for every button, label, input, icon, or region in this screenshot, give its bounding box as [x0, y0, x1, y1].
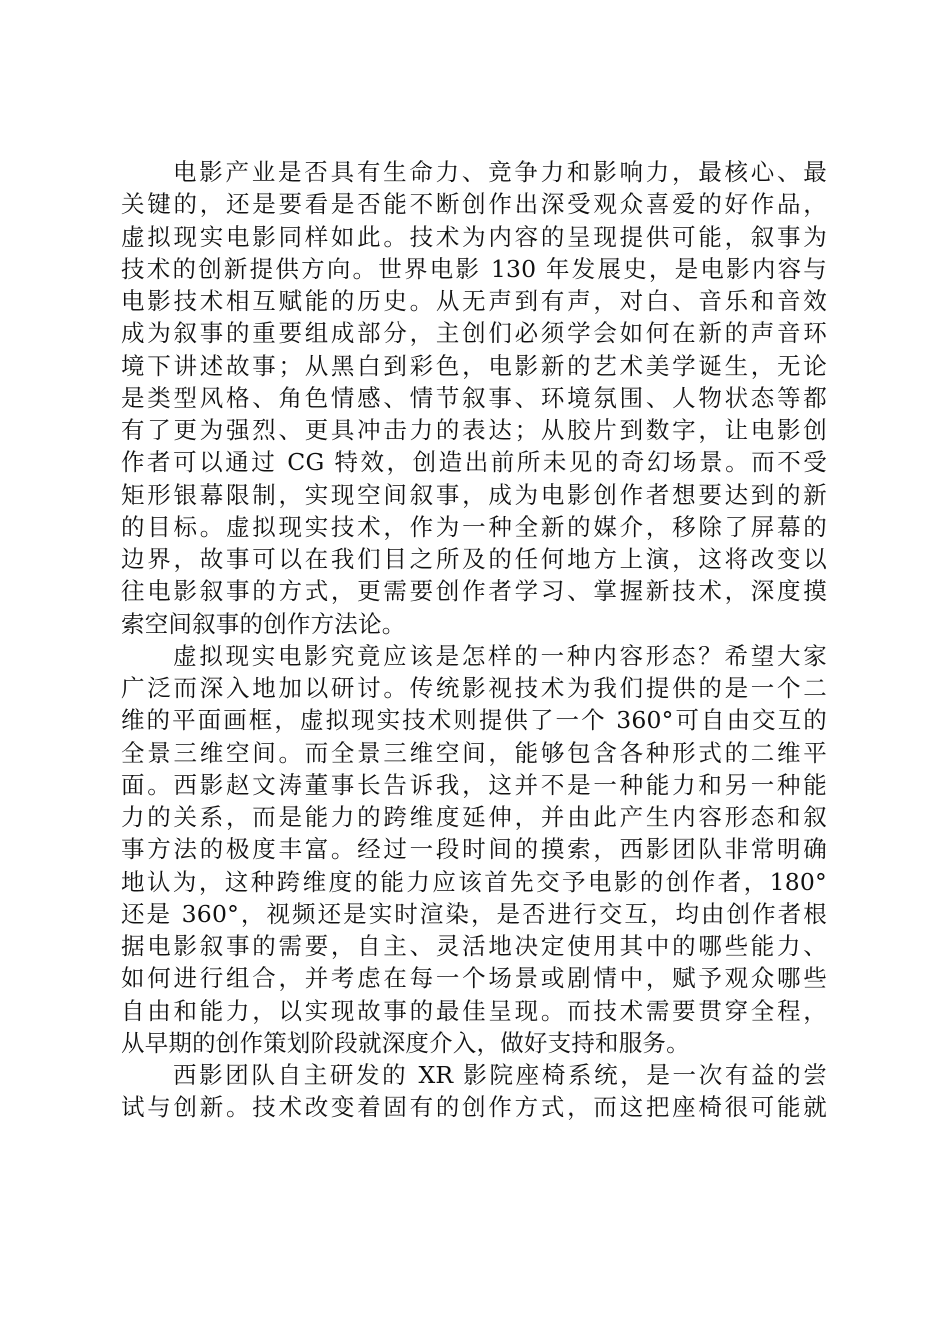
text-line: 还是 360°，视频还是实时渲染，是否进行交互，均由创作者根 — [121, 899, 827, 928]
text-line: 如何进行组合，并考虑在每一个场景或剧情中，赋予观众哪些 — [121, 964, 827, 993]
text-line: 从早期的创作策划阶段就深度介入，做好支持和服务。 — [121, 1028, 690, 1057]
text-line: 的目标。虚拟现实技术，作为一种全新的媒介，移除了屏幕的 — [121, 512, 827, 541]
text-line: 全景三维空间。而全景三维空间，能够包含各种形式的二维平 — [121, 738, 827, 767]
document-page — [121, 156, 827, 1124]
text-line: 事方法的极度丰富。经过一段时间的摸索，西影团队非常明确 — [121, 835, 827, 864]
text-line: 电影产业是否具有生命力、竞争力和影响力，最核心、最 — [173, 158, 827, 186]
paragraph-3 — [121, 1059, 827, 1124]
text-line: 成为叙事的重要组成部分，主创们必须学会如何在新的声音环 — [121, 319, 827, 348]
paragraph-2 — [121, 640, 827, 1059]
text-line: 是类型风格、角色情感、情节叙事、环境氛围、人物状态等都 — [121, 383, 827, 412]
text-line: 面。西影赵文涛董事长告诉我，这并不是一种能力和另一种能 — [121, 770, 827, 799]
text-line: 往电影叙事的方式，更需要创作者学习、掌握新技术，深度摸 — [121, 577, 827, 606]
text-line: 索空间叙事的创作方法论。 — [121, 609, 406, 638]
text-line: 维的平面画框，虚拟现实技术则提供了一个 360°可自由交互的 — [121, 706, 827, 735]
text-line: 技术的创新提供方向。世界电影 130 年发展史，是电影内容与 — [121, 254, 827, 283]
text-line: 边界，故事可以在我们目之所及的任何地方上演，这将改变以 — [121, 545, 827, 573]
text-line: 地认为，这种跨维度的能力应该首先交予电影的创作者，180° — [121, 867, 827, 896]
paragraph-1 — [121, 156, 827, 640]
text-line: 据电影叙事的需要，自主、灵活地决定使用其中的哪些能力、 — [121, 932, 827, 960]
text-line: 虚拟现实电影同样如此。技术为内容的呈现提供可能，叙事为 — [121, 222, 827, 251]
text-line: 关键的，还是要看是否能不断创作出深受观众喜爱的好作品， — [121, 190, 827, 219]
text-line: 西影团队自主研发的 XR 影院座椅系统，是一次有益的尝 — [173, 1061, 827, 1089]
text-line: 自由和能力，以实现故事的最佳呈现。而技术需要贯穿全程， — [121, 996, 827, 1025]
text-line: 作者可以通过 CG 特效，创造出前所未见的奇幻场景。而不受 — [121, 448, 827, 477]
text-line: 力的关系，而是能力的跨维度延伸，并由此产生内容形态和叙 — [121, 803, 827, 831]
text-line: 广泛而深入地加以研讨。传统影视技术为我们提供的是一个二 — [121, 674, 827, 702]
text-line: 虚拟现实电影究竟应该是怎样的一种内容形态？希望大家 — [173, 641, 827, 670]
text-line: 试与创新。技术改变着固有的创作方式，而这把座椅很可能就 — [121, 1093, 827, 1122]
text-line: 有了更为强烈、更具冲击力的表达；从胶片到数字，让电影创 — [121, 416, 827, 444]
text-line: 电影技术相互赋能的历史。从无声到有声，对白、音乐和音效 — [121, 287, 827, 315]
text-line: 矩形银幕限制，实现空间叙事，成为电影创作者想要达到的新 — [121, 480, 827, 509]
text-line: 境下讲述故事；从黑白到彩色，电影新的艺术美学诞生，无论 — [121, 351, 827, 380]
